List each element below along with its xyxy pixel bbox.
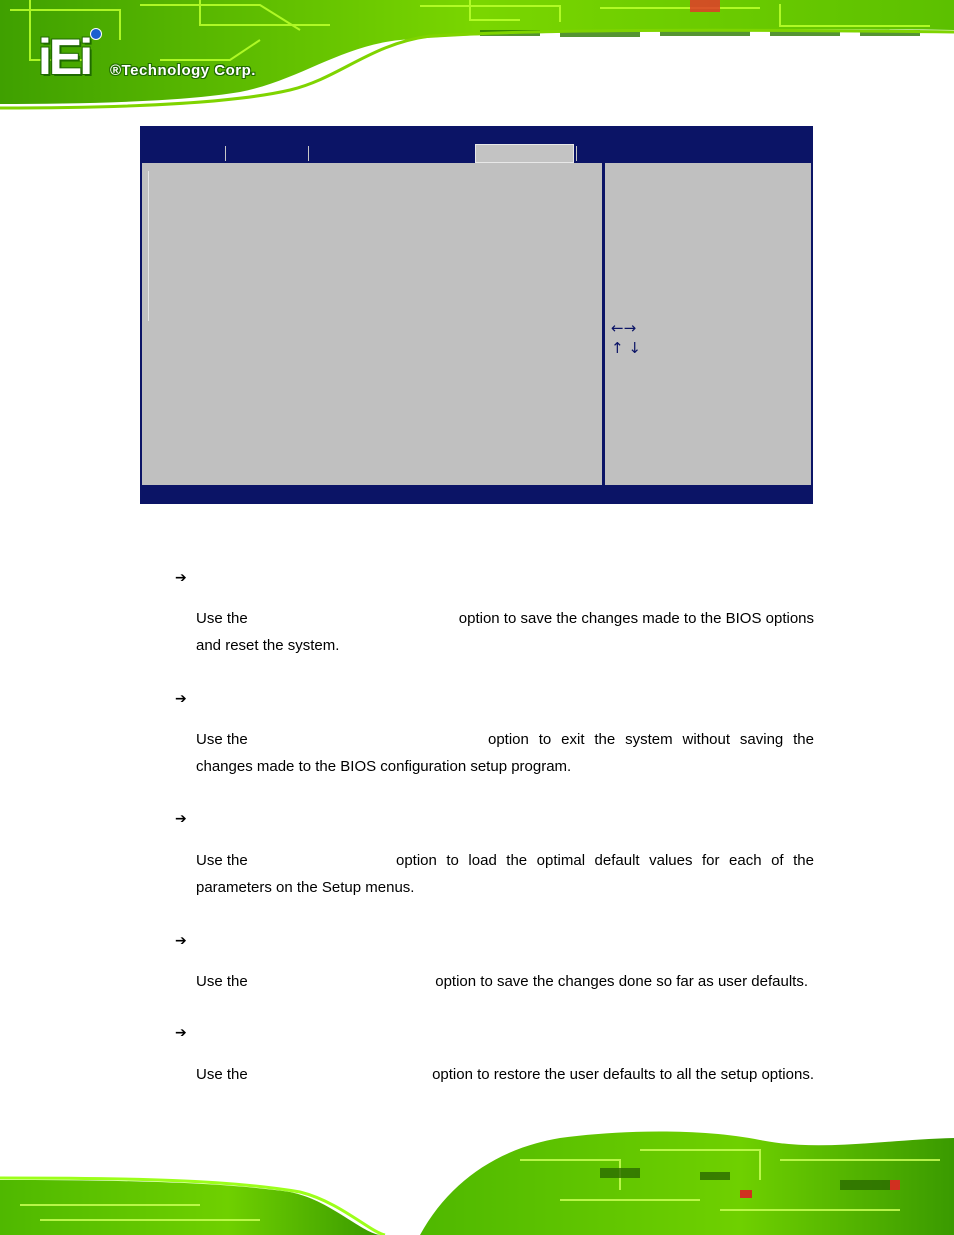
text-line1: option to save the changes made to the BIOS options <box>458 610 814 627</box>
text-line1: option to restore the user defaults to all the setup options. <box>432 1066 814 1083</box>
text-line2: changes made to the BIOS configuration setup program. <box>196 758 572 775</box>
text-use-the: Use the <box>196 1066 248 1083</box>
text-line1 <box>488 726 814 753</box>
bios-help-panel <box>605 163 811 485</box>
description-text <box>196 1061 814 1088</box>
text-use-the: Use the <box>196 973 248 990</box>
text-line2: and reset the system. <box>196 637 340 654</box>
text-line1 <box>396 847 814 874</box>
option-description-2 <box>175 690 815 780</box>
arrow-bullet-icon: ➔ <box>175 1025 187 1041</box>
text-line2: parameters on the Setup menus. <box>196 879 415 896</box>
word: option <box>488 731 529 748</box>
description-text <box>196 726 814 780</box>
description-text <box>196 847 814 901</box>
word: for <box>701 852 720 869</box>
text-use-the: Use the <box>196 852 248 869</box>
text-line1: option to save the changes done so far as user defaults. <box>435 973 808 990</box>
circuit-board-graphic <box>0 0 954 115</box>
word: optimal <box>536 852 586 869</box>
option-description-4 <box>175 932 815 992</box>
bios-menu-bar <box>140 144 813 163</box>
word: exit <box>561 731 585 748</box>
menu-separator <box>225 146 226 161</box>
word: of <box>771 852 784 869</box>
arrow-bullet-icon: ➔ <box>175 933 187 949</box>
up-down-arrows-icon: ↑ ↓ <box>611 339 641 357</box>
arrow-bullet-icon: ➔ <box>175 570 187 586</box>
header-band <box>0 0 954 115</box>
word: option <box>396 852 437 869</box>
word: default <box>594 852 640 869</box>
word: saving <box>739 731 784 748</box>
description-text <box>196 968 814 995</box>
word: load <box>468 852 497 869</box>
footer-band <box>0 1120 954 1235</box>
word: values <box>649 852 693 869</box>
word: the <box>793 852 814 869</box>
menu-separator <box>576 146 577 161</box>
word: the <box>793 731 814 748</box>
bios-screen <box>140 126 813 504</box>
menu-separator <box>308 146 309 161</box>
word: each <box>729 852 762 869</box>
bios-tab-active[interactable] <box>475 144 574 163</box>
word: to <box>538 731 552 748</box>
text-use-the: Use the <box>196 731 248 748</box>
word: the <box>506 852 528 869</box>
word: without <box>682 731 731 748</box>
panel-edge <box>148 171 149 321</box>
word: system <box>625 731 673 748</box>
bios-status-bar <box>140 485 813 504</box>
key-legend <box>611 318 641 358</box>
word: to <box>446 852 459 869</box>
arrow-bullet-icon: ➔ <box>175 811 187 827</box>
description-text <box>196 605 814 659</box>
option-description-3 <box>175 810 815 900</box>
bios-options-panel <box>142 163 602 485</box>
logo-dot-icon <box>90 28 102 40</box>
left-right-arrows-icon: ←→ <box>611 319 637 337</box>
word: the <box>594 731 616 748</box>
option-description-1 <box>175 569 815 659</box>
arrow-bullet-icon: ➔ <box>175 691 187 707</box>
logo-mark: iEi <box>38 29 91 85</box>
text-use-the: Use the <box>196 610 248 627</box>
option-description-5 <box>175 1024 815 1084</box>
circuit-board-graphic <box>0 1120 954 1235</box>
logo-text: ®Technology Corp. <box>110 62 256 79</box>
